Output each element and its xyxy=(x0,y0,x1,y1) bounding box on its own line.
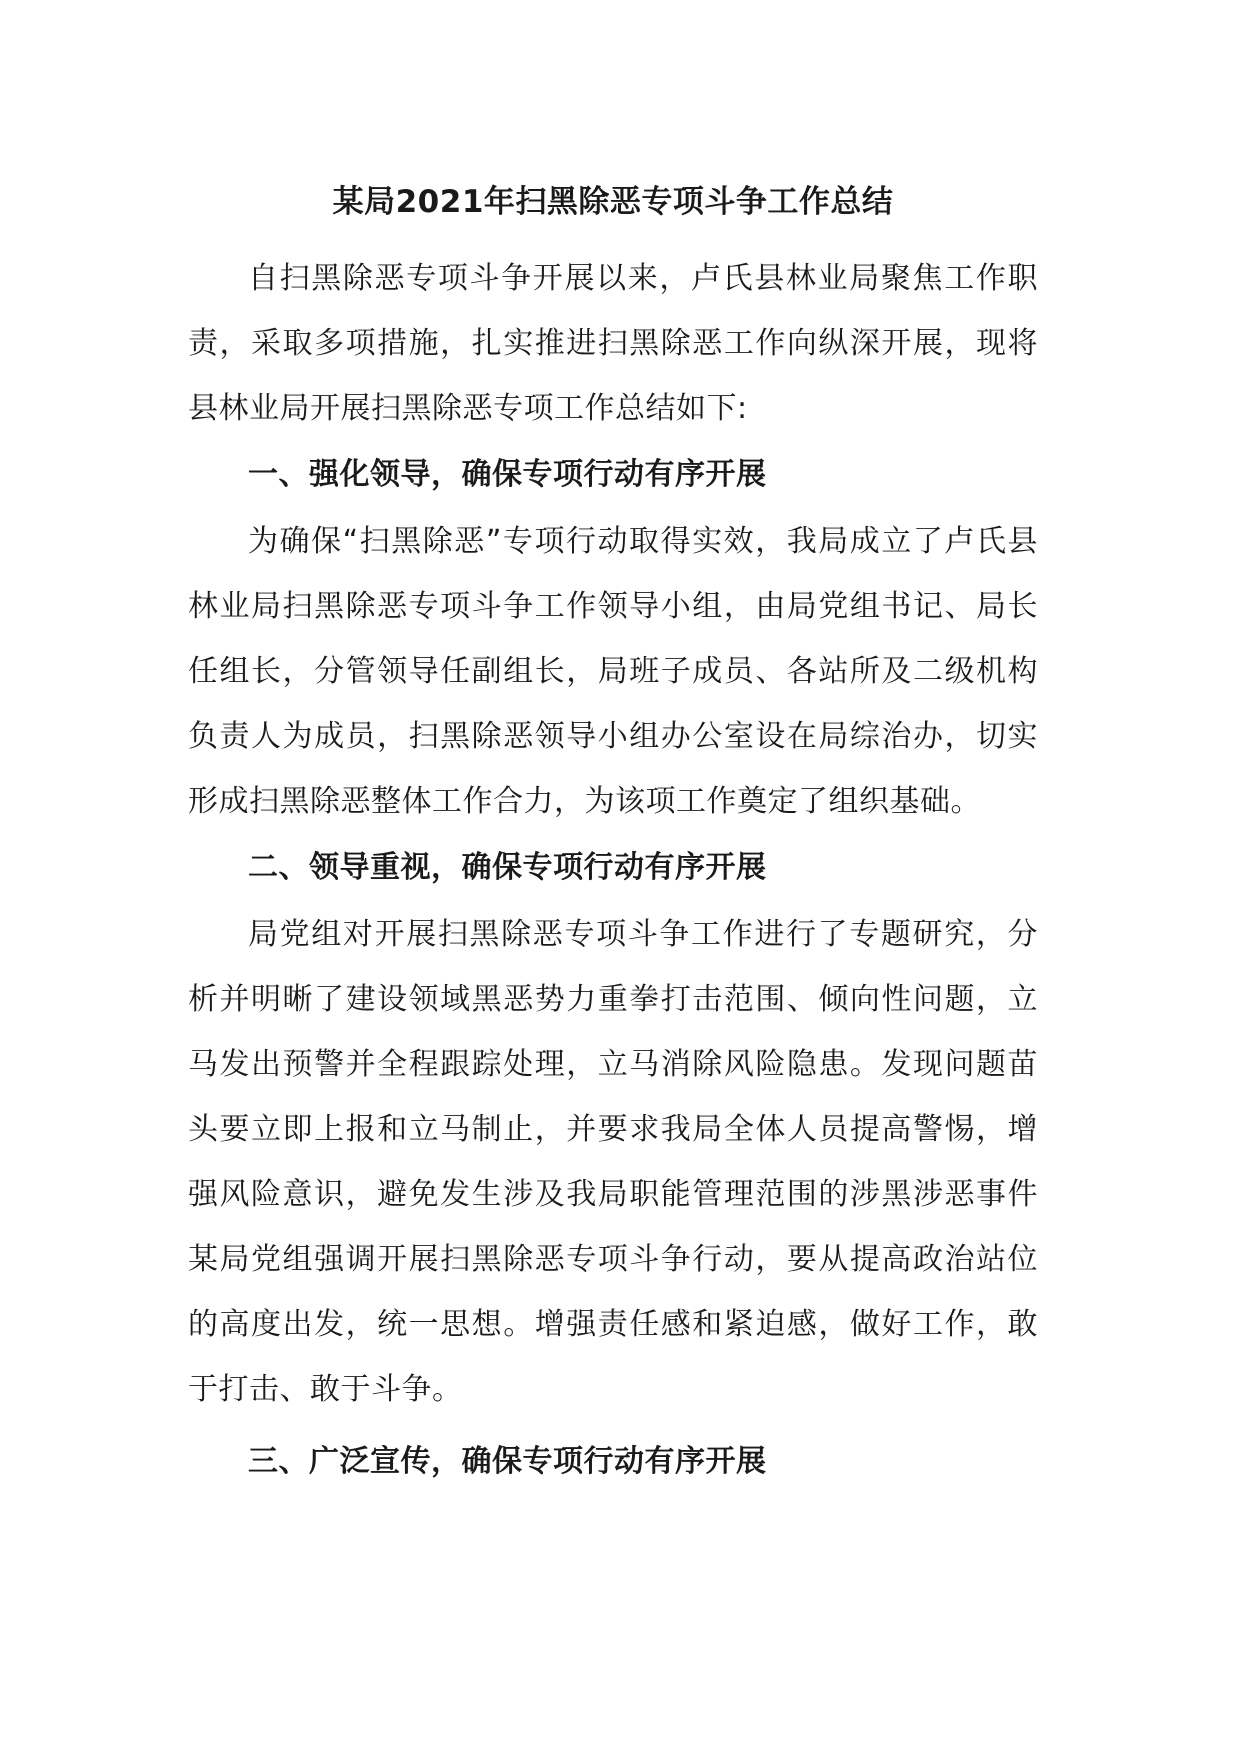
intro-paragraph: 自扫黑除恶专项斗争开展以来，卢氏县林业局聚焦工作职责，采取多项措施，扎实推进扫黑除恶工作向纵深开展，现将县林业局开展扫黑除恶专项工作总结如下: xyxy=(188,261,1038,426)
section-2-body: 局党组对开展扫黑除恶专项斗争工作进行了专题研究，分析并明晰了建设领域黑恶势力重拳打击范围、倾向性问题，立马发出预警并全程跟踪处理，立马消除风险隐患。发现问题苗头要立即上报和立马制止，并要求我局全体人员提高警惕，增强风险意识，避免发生涉及我局职能管理范围的涉黑涉恶事件某局党组强调开展扫黑除恶专项斗争行动，要从提高政治站位的高度出发，统一思想。增强责任感和紧迫感，做好工作，敢于打击、敢于斗争。 xyxy=(188,917,1038,1407)
document-body xyxy=(188,174,1038,1496)
document-title: 某局2021年扫黑除恶专项斗争工作总结 xyxy=(332,184,894,220)
section-1-heading: 一、强化领导，确保专项行动有序开展 xyxy=(248,457,767,492)
section-1-body: 为确保“扫黑除恶”专项行动取得实效，我局成立了卢氏县林业局扫黑除恶专项斗争工作领导小组，由局党组书记、局长任组长，分管领导任副组长，局班子成员、各站所及二级机构负责人为成员，扫黑除恶领导小组办公室设在局综治办，切实形成扫黑除恶整体工作合力，为该项工作奠定了组织基础。 xyxy=(188,524,1038,819)
section-2-heading: 二、领导重视，确保专项行动有序开展 xyxy=(248,850,767,885)
section-3-heading: 三、广泛宣传，确保专项行动有序开展 xyxy=(248,1444,767,1479)
